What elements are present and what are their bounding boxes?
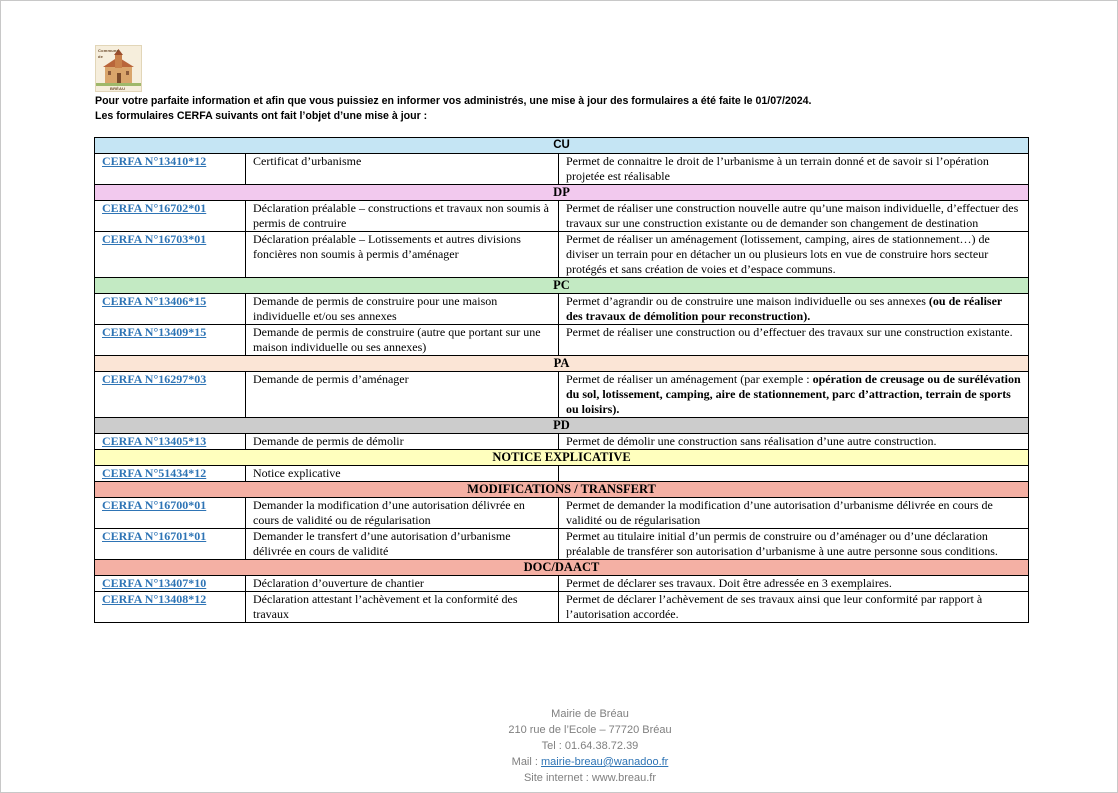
code-cell: [95, 529, 246, 560]
table-row: [95, 529, 1029, 560]
section-title-pd: PD: [95, 418, 1029, 434]
desc-cell: Permet de déclarer ses travaux. Doit être adressée en 3 exemplaires.: [559, 576, 1029, 592]
code-cell: [95, 592, 246, 623]
cerfa-link[interactable]: CERFA N°16297*03: [102, 372, 207, 386]
table-row: [95, 372, 1029, 418]
section-header-doc: [95, 560, 1029, 576]
cerfa-link[interactable]: CERFA N°16703*01: [102, 232, 207, 246]
logo-text-de: de: [98, 54, 104, 59]
code-cell: [95, 434, 246, 450]
footer-mail-line: [440, 754, 740, 770]
table-row: [95, 294, 1029, 325]
name-cell: Demander le transfert d’une autorisation d’urbanisme délivrée en cours de validité: [246, 529, 559, 560]
logo-text-commune: Commune: [98, 48, 119, 53]
section-header-pc: [95, 278, 1029, 294]
table-row: [95, 232, 1029, 278]
commune-logo: [95, 45, 142, 92]
cerfa-link[interactable]: CERFA N°51434*12: [102, 466, 207, 480]
code-cell: [95, 325, 246, 356]
section-header-notice: [95, 450, 1029, 466]
name-cell: Certificat d’urbanisme: [246, 154, 559, 185]
cerfa-link[interactable]: CERFA N°13407*10: [102, 576, 207, 590]
table-row: [95, 576, 1029, 592]
footer-mail-label: Mail :: [511, 756, 538, 768]
cerfa-link[interactable]: CERFA N°16700*01: [102, 498, 207, 512]
name-cell: Déclaration attestant l’achèvement et la conformité des travaux: [246, 592, 559, 623]
desc-cell: Permet de déclarer l’achèvement de ses travaux ainsi que leur conformité par rapport à l’autorisation accordée.: [559, 592, 1029, 623]
section-title-modif: MODIFICATIONS / TRANSFERT: [95, 482, 1029, 498]
desc-cell: Permet de connaitre le droit de l’urbanisme à un terrain donné et de savoir si l’opération projetée est réalisable: [559, 154, 1029, 185]
table-row: [95, 325, 1029, 356]
footer-website: Site internet : www.breau.fr: [523, 772, 657, 784]
code-cell: [95, 294, 246, 325]
name-cell: Déclaration préalable – constructions et travaux non soumis à permis de contruire: [246, 201, 559, 232]
footer-phone: Tel : 01.64.38.72.39: [541, 740, 639, 752]
section-header-pd: [95, 418, 1029, 434]
section-title-dp: DP: [95, 185, 1029, 201]
footer-address: 210 rue de l’Ecole – 77720 Bréau: [508, 724, 672, 736]
desc-bold-text: opération de creusage ou de surélévation du sol, lotissement, camping, aire de stationnement, parc d’attraction, terrain de sports ou loisirs).: [566, 372, 1021, 416]
desc-cell: [559, 466, 1029, 482]
code-cell: [95, 201, 246, 232]
code-cell: [95, 576, 246, 592]
table-row: [95, 434, 1029, 450]
name-cell: Déclaration préalable – Lotissements et autres divisions foncières non soumis à permis d’aménager: [246, 232, 559, 278]
logo-text-breau: BRÉAU: [110, 86, 126, 91]
cerfa-link[interactable]: CERFA N°13406*15: [102, 294, 207, 308]
section-title-doc: DOC/DAACT: [95, 560, 1029, 576]
cerfa-link[interactable]: CERFA N°16702*01: [102, 201, 207, 215]
table-row: [95, 201, 1029, 232]
section-title-pa: PA: [95, 356, 1029, 372]
name-cell: Demande de permis de démolir: [246, 434, 559, 450]
name-cell: Notice explicative: [246, 466, 559, 482]
cerfa-link[interactable]: CERFA N°16701*01: [102, 529, 207, 543]
section-header-cu: [95, 138, 1029, 154]
desc-cell: Permet de demander la modification d’une autorisation d’urbanisme délivrée en cours de validité ou de régularisation: [559, 498, 1029, 529]
code-cell: [95, 154, 246, 185]
desc-cell: Permet de réaliser une construction ou d’effectuer des travaux sur une construction existante.: [559, 325, 1029, 356]
desc-bold-text: (ou de réaliser des travaux de démolition pour reconstruction).: [566, 294, 1003, 323]
code-cell: [95, 232, 246, 278]
name-cell: Demande de permis d’aménager: [246, 372, 559, 418]
desc-text: Permet de réaliser un aménagement (par exemple :: [566, 372, 810, 386]
cerfa-link[interactable]: CERFA N°13410*12: [102, 154, 207, 168]
cerfa-link[interactable]: CERFA N°13408*12: [102, 592, 207, 606]
footer: [440, 706, 740, 786]
cerfa-link[interactable]: CERFA N°13409*15: [102, 325, 207, 339]
intro-line-2: Les formulaires CERFA suivants ont fait l’objet d’une mise à jour :: [95, 110, 428, 122]
code-cell: [95, 466, 246, 482]
intro-text: [95, 94, 1055, 124]
section-title-notice: NOTICE EXPLICATIVE: [95, 450, 1029, 466]
table-row: [95, 466, 1029, 482]
footer-mail-link[interactable]: mairie-breau@wanadoo.fr: [541, 756, 669, 768]
name-cell: Demander la modification d’une autorisation délivrée en cours de validité ou de régularisation: [246, 498, 559, 529]
section-header-pa: [95, 356, 1029, 372]
code-cell: [95, 372, 246, 418]
table-row: [95, 498, 1029, 529]
section-header-modif: [95, 482, 1029, 498]
name-cell: Demande de permis de construire pour une maison individuelle et/ou ses annexes: [246, 294, 559, 325]
desc-cell: Permet de réaliser un aménagement (lotissement, camping, aires de stationnement…) de diviser un terrain pour en détacher un ou plusieurs lots en vue de construire hors secteur protégés et sans création de voies et d’espace communs.: [559, 232, 1029, 278]
name-cell: Déclaration d’ouverture de chantier: [246, 576, 559, 592]
desc-cell: Permet au titulaire initial d’un permis de construire ou d’aménager ou d’une déclaration préalable de transférer son autorisation d’urbanisme à une autre personne sous conditions.: [559, 529, 1029, 560]
desc-cell: [559, 294, 1029, 325]
section-title-cu: CU: [95, 138, 1029, 154]
desc-cell: [559, 372, 1029, 418]
desc-cell: Permet de démolir une construction sans réalisation d’une autre construction.: [559, 434, 1029, 450]
intro-line-1: Pour votre parfaite information et afin que vous puissiez en informer vos administrés, une mise à jour des formulaires a été faite le 01/07/2024.: [95, 95, 812, 107]
footer-mairie: Mairie de Bréau: [551, 708, 629, 720]
cerfa-link[interactable]: CERFA N°13405*13: [102, 434, 207, 448]
table-row: [95, 592, 1029, 623]
name-cell: Demande de permis de construire (autre que portant sur une maison individuelle ou ses annexes): [246, 325, 559, 356]
table-row: [95, 154, 1029, 185]
desc-text: Permet d’agrandir ou de construire une maison individuelle ou ses annexes: [566, 294, 926, 308]
section-title-pc: PC: [95, 278, 1029, 294]
code-cell: [95, 498, 246, 529]
section-header-dp: [95, 185, 1029, 201]
cerfa-table: [94, 137, 1029, 623]
desc-cell: Permet de réaliser une construction nouvelle autre qu’une maison individuelle, d’effectuer des travaux sur une construction existante ou de demander son changement de destination: [559, 201, 1029, 232]
